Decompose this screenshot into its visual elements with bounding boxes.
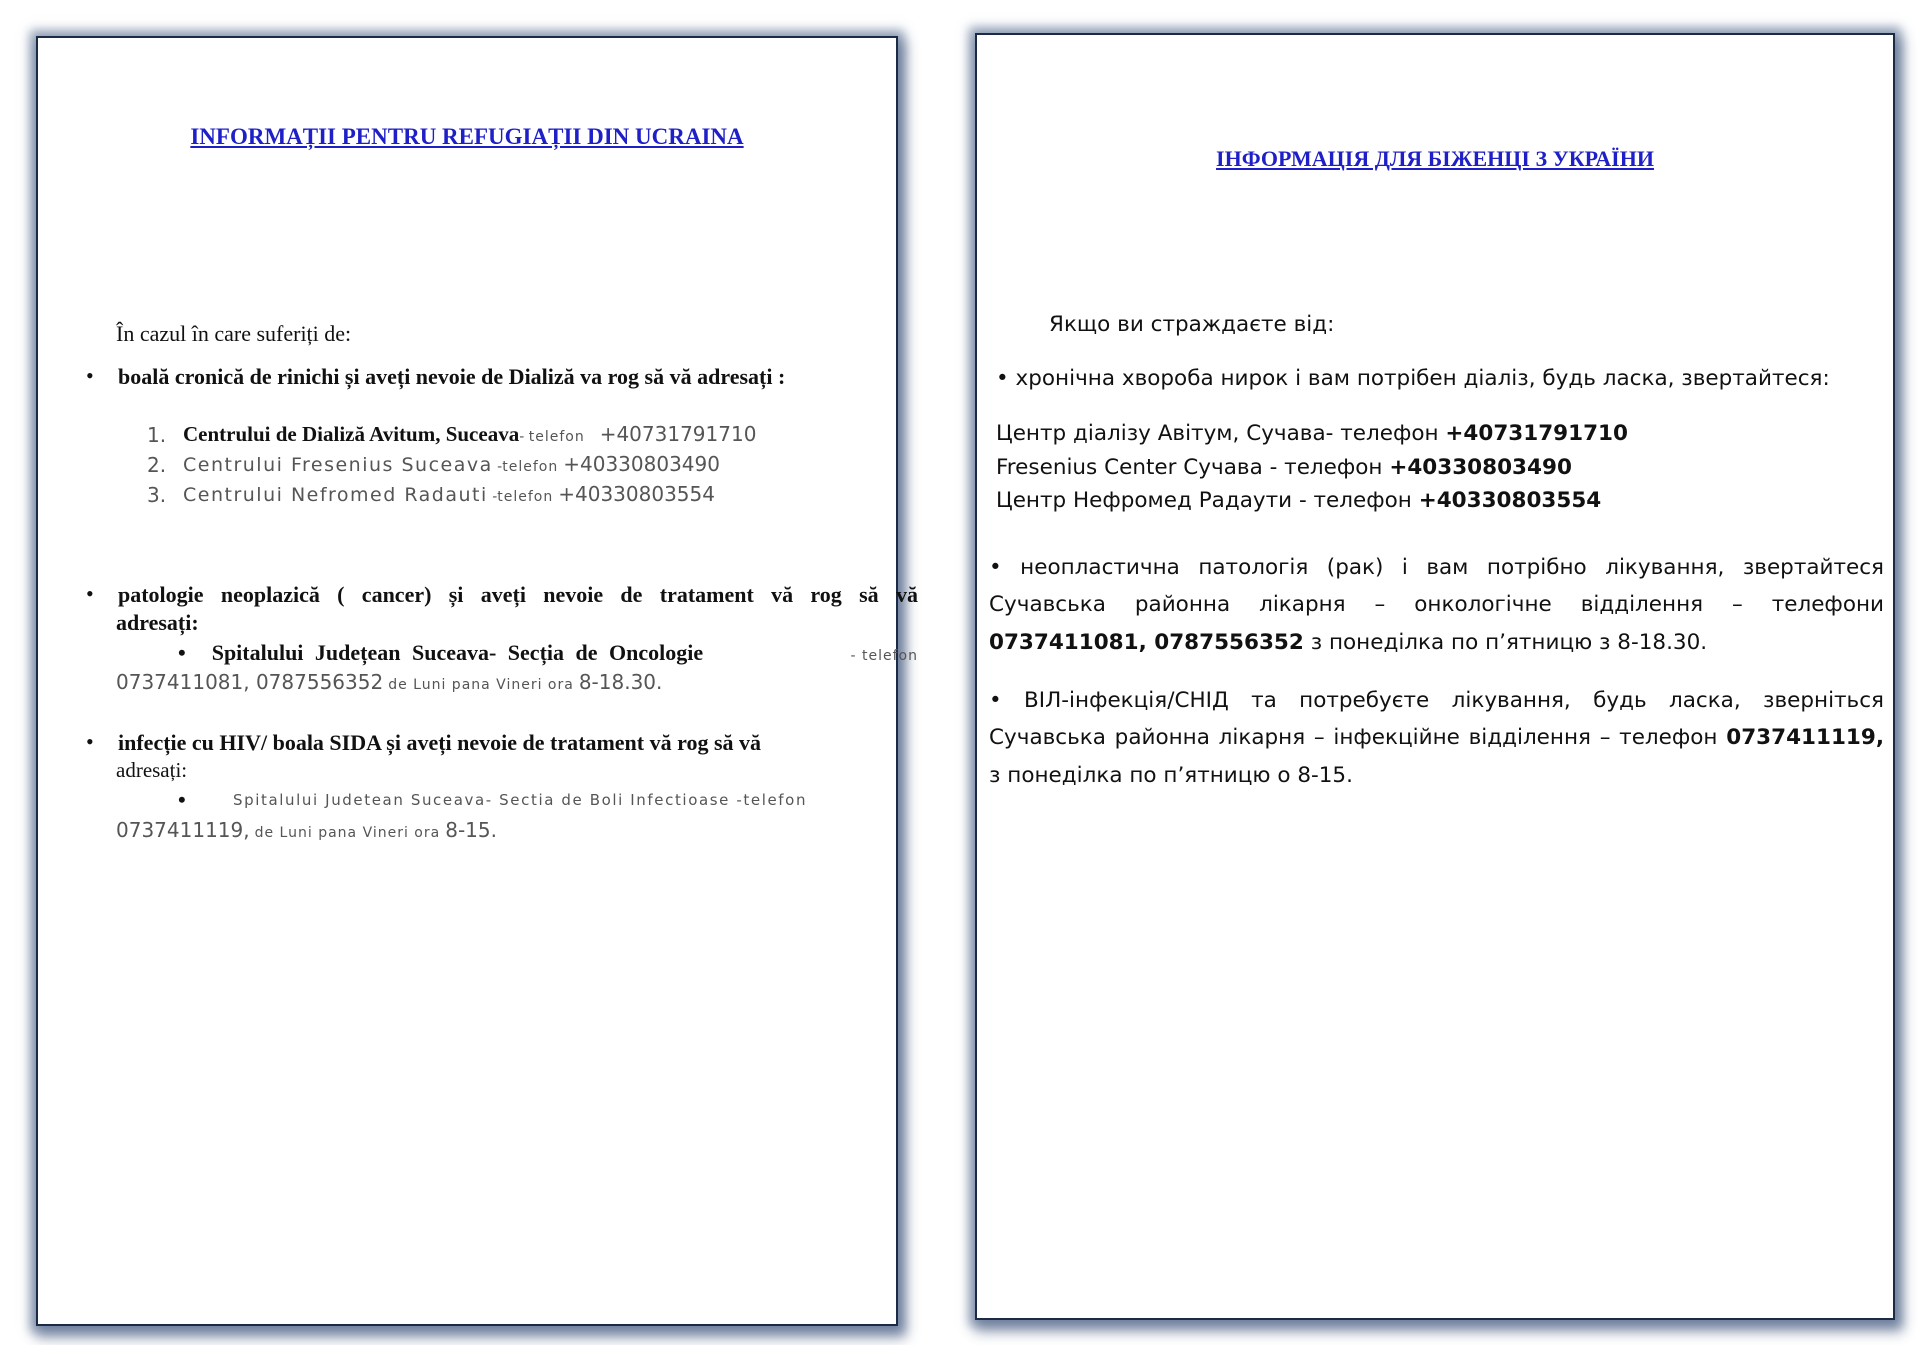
list-number: 1. — [147, 423, 167, 447]
center-name: Centrului de Dializă Avitum, Suceava — [183, 422, 520, 446]
sub-bullet-marker: • — [178, 787, 186, 812]
center-name: Центр Нефромед Радаути - телефон — [996, 488, 1419, 513]
center-item-avitum — [996, 421, 1628, 446]
hiv-phone: 0737411119, — [1726, 725, 1884, 750]
bullet-marker: • — [86, 729, 94, 754]
center-item-avitum — [183, 422, 756, 447]
phone-label: telefon — [528, 429, 585, 445]
phone-label: - telefon — [850, 648, 918, 664]
oncology-sub-item — [178, 640, 918, 666]
oncology-phones: 0737411081, 0787556352 — [116, 670, 384, 694]
bullet-hiv-line3: з понеділка по п’ятницю о 8-15. — [989, 763, 1353, 788]
schedule-hours: 8-18.30. — [578, 670, 663, 694]
bullet-oncology-line1: • неопластична патологія (рак) і вам потрібно лікування, звертайтеся — [989, 555, 1884, 580]
bullet-oncology-line2: adresați: — [116, 610, 199, 635]
schedule-words: de Luni pana Vineri ora — [388, 677, 574, 693]
bullet-hiv-line2: adresați: — [116, 758, 188, 782]
bullet-marker: • — [86, 581, 94, 606]
phone-number: +40731791710 — [1445, 421, 1628, 446]
list-number: 2. — [147, 453, 167, 477]
separator: - — [492, 459, 503, 475]
list-number: 3. — [147, 483, 167, 507]
separator: - — [487, 489, 498, 505]
center-name: Центр діалізу Авітум, Сучава- телефон — [996, 421, 1446, 446]
bullet-oncology-line1: patologie neoplazică ( cancer) și aveți nevoie de tratament vă rog să vă — [118, 582, 918, 607]
hiv-hospital-line: Spitalului Judetean Suceava- Sectia de Boli Infectioase -telefon — [233, 791, 808, 809]
bullet-oncology-line3 — [989, 630, 1707, 655]
bullet-hiv-line1: infecție cu HIV/ boala SIDA și aveți nevoie de tratament vă rog să vă — [118, 730, 762, 755]
oncology-schedule: з понеділка по п’ятницю з 8-18.30. — [1303, 630, 1708, 655]
center-item-fresenius — [183, 452, 720, 477]
bullet-dialysis: boală cronică de rinichi și aveți nevoie de Dializă va rog să vă adresați : — [118, 364, 786, 389]
page-title: ІНФОРМАЦІЯ ДЛЯ БІЖЕНЦІ З УКРАЇНИ — [1216, 146, 1654, 171]
schedule-hours: 8-15. — [445, 818, 497, 842]
center-item-nefromed — [183, 482, 715, 507]
intro-text: Якщо ви страждаєте від: — [1049, 312, 1335, 337]
oncology-hospital-name: Spitalului Județean Suceava- Secția de Oncologie — [211, 640, 704, 665]
phone-number: +40330803490 — [563, 452, 720, 476]
phone-number: +40330803554 — [558, 482, 715, 506]
center-name: Centrului Nefromed Radauti — [183, 484, 488, 506]
bullet-oncology-line2: Сучавська районна лікарня – онкологічне відділення – телефони — [989, 592, 1884, 617]
center-item-nefromed — [996, 488, 1601, 513]
center-item-fresenius — [996, 455, 1572, 480]
intro-text: În cazul în care suferiți de: — [116, 321, 352, 346]
document-page-ukrainian — [975, 33, 1895, 1320]
phone-number: +40731791710 — [599, 422, 757, 446]
bullet-hiv-line1: • ВІЛ-інфекція/СНІД та потребуєте лікування, будь ласка, зверніться — [989, 688, 1884, 713]
bullet-marker: • — [86, 363, 94, 388]
phone-number: +40330803490 — [1389, 455, 1572, 480]
hiv-phone-line — [116, 818, 497, 843]
separator: - — [519, 429, 529, 445]
hiv-department-text: Сучавська районна лікарня – інфекційне відділення – телефон — [989, 725, 1727, 750]
sub-bullet-marker: • — [178, 640, 186, 665]
phone-number: +40330803554 — [1418, 488, 1602, 513]
phone-label: telefon — [497, 489, 554, 505]
phone-label: telefon — [502, 459, 559, 475]
document-page-romanian — [36, 36, 918, 1326]
schedule-words: de Luni pana Vineri ora — [254, 825, 441, 841]
center-name: Fresenius Center Сучава - телефон — [996, 455, 1390, 480]
center-name: Centrului Fresenius Suceava — [183, 454, 493, 476]
hiv-phone: 0737411119, — [116, 818, 250, 842]
oncology-phones-line — [116, 670, 662, 695]
bullet-hiv-line2 — [989, 725, 1884, 750]
page-title: INFORMAȚII PENTRU REFUGIAȚII DIN UCRAINA — [190, 124, 744, 149]
oncology-phones: 0737411081, 0787556352 — [989, 630, 1304, 655]
bullet-dialysis: • хронічна хвороба нирок і вам потрібен діаліз, будь ласка, звертайтеся: — [996, 366, 1830, 391]
